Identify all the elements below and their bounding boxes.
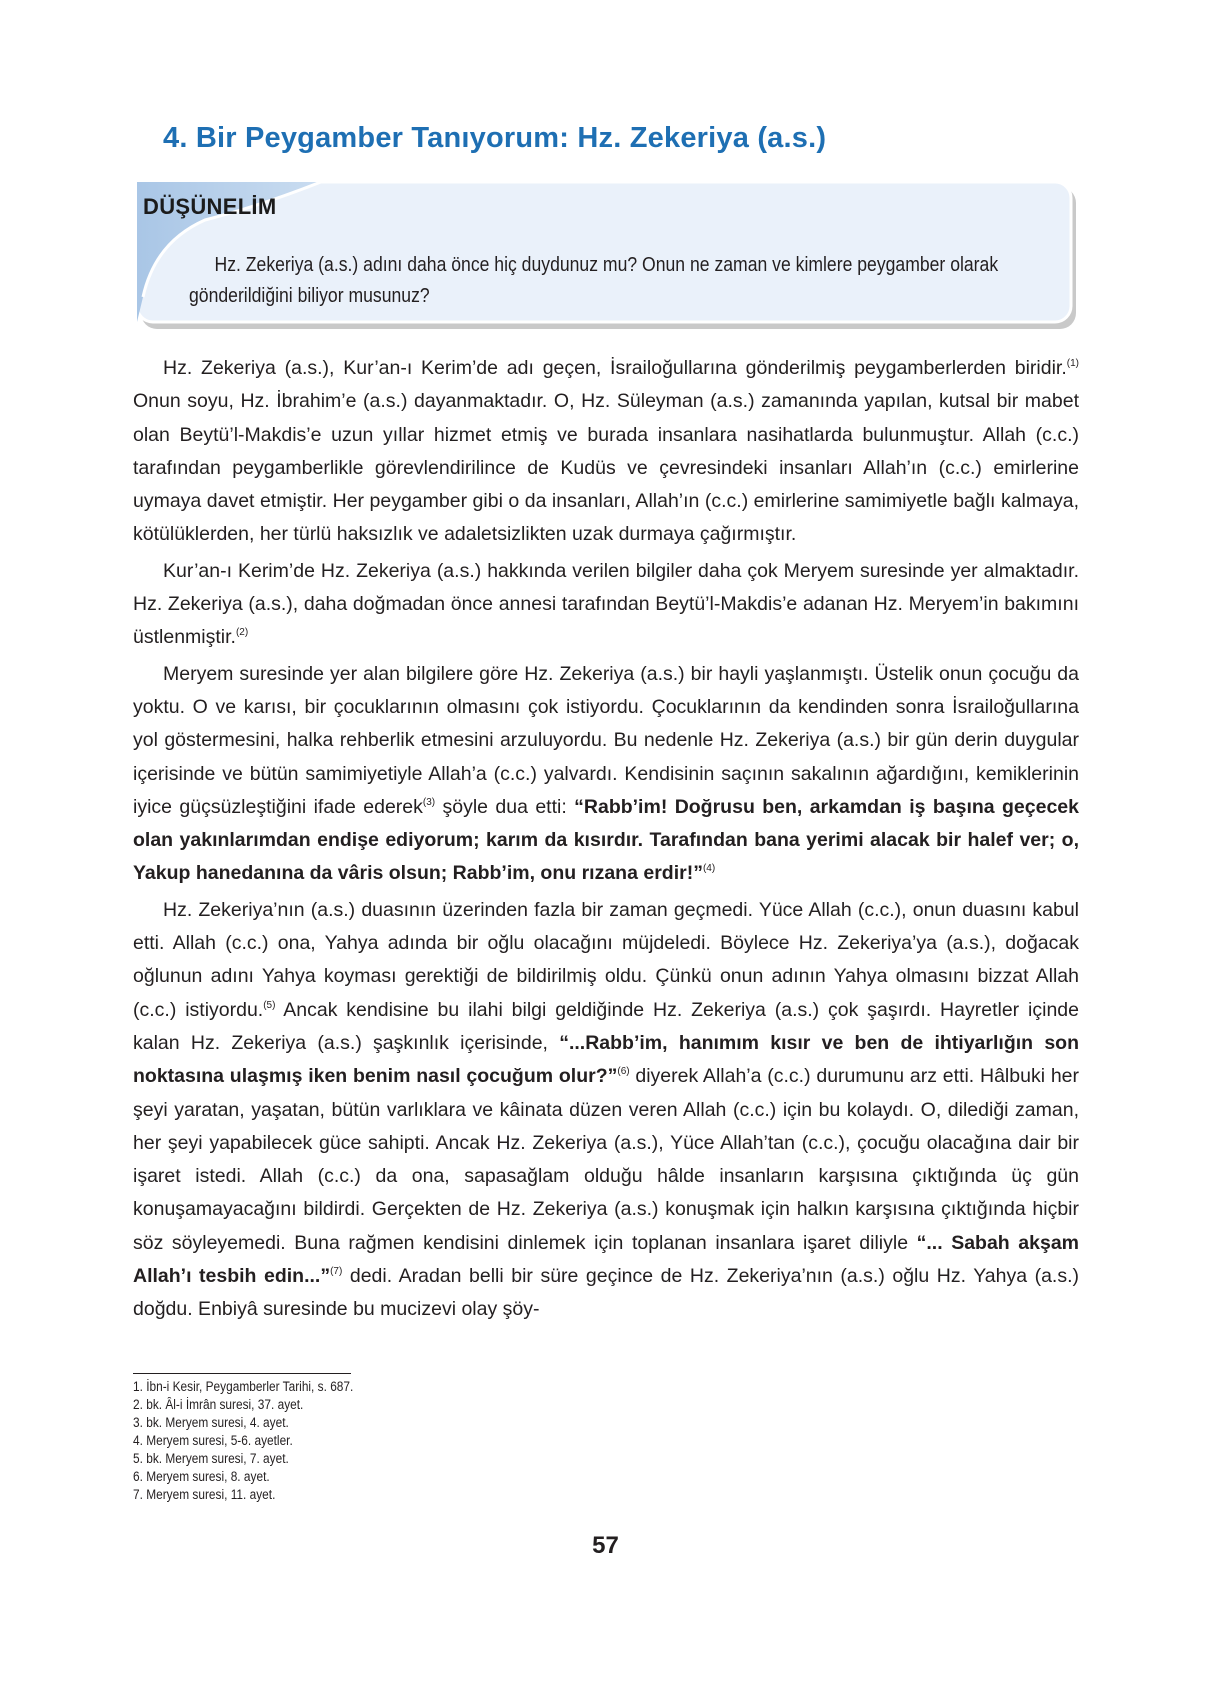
- footnote-item: 3. bk. Meryem suresi, 4. ayet.: [133, 1415, 289, 1430]
- paragraph-text: Kur’an-ı Kerim’de Hz. Zekeriya (a.s.) hakkında verilen bilgiler daha çok Meryem suresinde yer almaktadır. Hz. Zekeriya (a.s.), daha doğmadan önce annesi tarafından Beytü’l-Makdis’e adanan Hz. Meryem’in bakımını üstlenmiştir.: [133, 559, 1079, 649]
- footnote-reference[interactable]: (6): [617, 1066, 630, 1078]
- footnote-item: 1. İbn-i Kesir, Peygamberler Tarihi, s. 687.: [133, 1379, 354, 1394]
- footnote-item: 7. Meryem suresi, 11. ayet.: [133, 1487, 276, 1502]
- paragraph-text: Hz. Zekeriya (a.s.), Kur’an-ı Kerim’de adı geçen, İsrailoğullarına gönderilmiş peygamberlerden biridir.: [163, 357, 1067, 379]
- footnote-reference[interactable]: (3): [422, 796, 436, 808]
- paragraph: [133, 658, 1079, 891]
- quoted-verse: “... Sabah akşam Allah’ı tesbih edin...”: [133, 1231, 1079, 1288]
- paragraph: [133, 352, 1079, 552]
- footnote-item: 2. bk. Âl-i İmrân suresi, 37. ayet.: [133, 1397, 304, 1412]
- quoted-verse: “...Rabb’im, hanımım kısır ve ben de ihtiyarlığın son noktasına ulaşmış iken benim nasıl çocuğum olur?”: [133, 1031, 1079, 1088]
- callout-label: DÜŞÜNELİM: [143, 194, 277, 219]
- paragraph-text: Onun soyu, Hz. İbrahim’e (a.s.) dayanmaktadır. O, Hz. Süleyman (a.s.) zamanında yapılan, kutsal bir mabet olan Beytü’l-Makdis’e uzun yıllar hizmet etmiş ve burada insanlara nasihatlarda bulunmuştur. Allah (c.c.) tarafından peygamberlikle görevlendirilince de Kudüs ve çevresindeki insanları Allah’ın (c.c.) emirlerine uymaya davet etmiştir. Her peygamber gibi o da insanları, Allah’ın (c.c.) emirlerine samimiyetle bağlı kalmaya, kötülüklerden, her türlü haksızlık ve adaletsizlikten uzak durmaya çağırmıştır.: [133, 390, 1079, 546]
- paragraph-text: dedi. Aradan belli bir süre geçince de Hz. Zekeriya’nın (a.s.) oğlu Hz. Yahya (a.s.) doğdu. Enbiyâ suresinde bu mucizevi olay şöy-: [133, 1265, 1079, 1321]
- footnote-reference[interactable]: (2): [235, 627, 249, 639]
- page-number: 57: [592, 1532, 619, 1559]
- paragraph-text: Hz. Zekeriya’nın (a.s.) duasının üzerinden fazla bir zaman geçmedi. Yüce Allah (c.c.), onun duasını kabul etti. Allah (c.c.) ona, Yahya adında bir oğlu olacağını müjdeledi. Böylece Hz. Zekeriya’ya (a.s.), doğacak oğlunun adını Yahya koyması gerektiği de bildirilmiş oldu. Çünkü onun adının Yahya olmasını bizzat Allah (c.c.) istiyordu.: [133, 898, 1079, 1021]
- paragraph-text: şöyle dua etti:: [435, 795, 575, 818]
- footnote-reference[interactable]: (4): [702, 863, 716, 875]
- think-callout-box: [135, 182, 1079, 330]
- footnote-item: 4. Meryem suresi, 5-6. ayetler.: [133, 1433, 293, 1448]
- paragraph-text: Meryem suresinde yer alan bilgilere göre Hz. Zekeriya (a.s.) bir hayli yaşlanmıştı. Üstelik onun çocuğu da yoktu. O ve karısı, bir çocuklarının olmasını çok istiyordu. Çocuklarının da kendinden sonra İsrailoğullarına yol göstermesini, halka rehberlik etmesini arzuluyordu. Bu nedenle Hz. Zekeriya (a.s.) bir gün derin duygular içerisinde ve bütün samimiyetiyle Allah’a (c.c.) yalvardı. Kendisinin saçının sakalının ağardığını, kemiklerinin iyice güçsüzleştiğini ifade ederek: [133, 662, 1079, 818]
- paragraph-text: Ancak kendisine bu ilahi bilgi geldiğinde Hz. Zekeriya (a.s.) çok şaşırdı. Hayretler içinde kalan Hz. Zekeriya (a.s.) şaşkınlık içerisinde,: [133, 998, 1079, 1054]
- quoted-verse: “Rabb’im! Doğrusu ben, arkamdan iş başına geçecek olan yakınlarımdan endişe ediyorum; karım da kısırdır. Tarafından bana yerimi alacak bir halef ver; o, Yakup hanedanına da vâris olsun; Rabb’im, onu rızana erdir!”: [133, 795, 1079, 885]
- footnote-divider: [133, 1373, 351, 1374]
- footnote-reference[interactable]: (5): [263, 999, 276, 1011]
- paragraph-text: diyerek Allah’a (c.c.) durumunu arz etti. Hâlbuki her şeyi yaratan, yaşatan, bütün varlıklara ve kâinata düzen veren Allah (c.c.) için bu kolaydı. O, dilediği zaman, her şeyi yapabilecek güce sahipti. Ancak Hz. Zekeriya (a.s.), Yüce Allah’tan (c.c.), çocuğu olacağına dair bir işaret istedi. Allah (c.c.) da ona, sapasağlam olduğu hâlde insanların karşısına çıktığında üç gün konuşamayacağını bildirdi. Gerçekten de Hz. Zekeriya (a.s.) konuşmak için halkın karşısına çıktığında hiçbir söz söyleyemedi. Buna rağmen kendisini dinlemek için toplanan insanlara işaret diliyle: [133, 1065, 1079, 1254]
- footnote-reference[interactable]: (1): [1066, 358, 1079, 369]
- section-title: 4. Bir Peygamber Tanıyorum: Hz. Zekeriya (a.s.): [163, 122, 827, 154]
- footnotes-list: [133, 1378, 383, 1504]
- paragraph: [133, 894, 1079, 1327]
- callout-question: Hz. Zekeriya (a.s.) adını daha önce hiç duydunuz mu? Onun ne zaman ve kimlere peygamber olarak gönderildiğini biliyor musunuz?: [189, 254, 999, 307]
- paragraph: [133, 555, 1079, 655]
- footnote-item: 5. bk. Meryem suresi, 7. ayet.: [133, 1451, 289, 1466]
- footnote-reference[interactable]: (7): [330, 1266, 343, 1278]
- footnote-item: 6. Meryem suresi, 8. ayet.: [133, 1469, 270, 1484]
- body-text: [133, 352, 1079, 1330]
